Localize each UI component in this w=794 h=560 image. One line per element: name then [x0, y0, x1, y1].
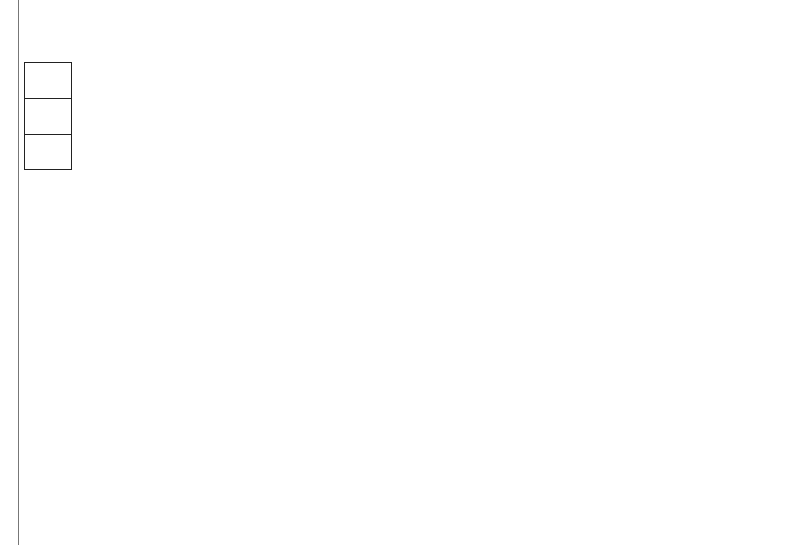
student-info-box	[24, 62, 72, 170]
class-field	[25, 135, 71, 170]
name-field	[25, 99, 71, 135]
exam-number-field	[25, 63, 71, 99]
binding-border-line	[18, 0, 19, 545]
